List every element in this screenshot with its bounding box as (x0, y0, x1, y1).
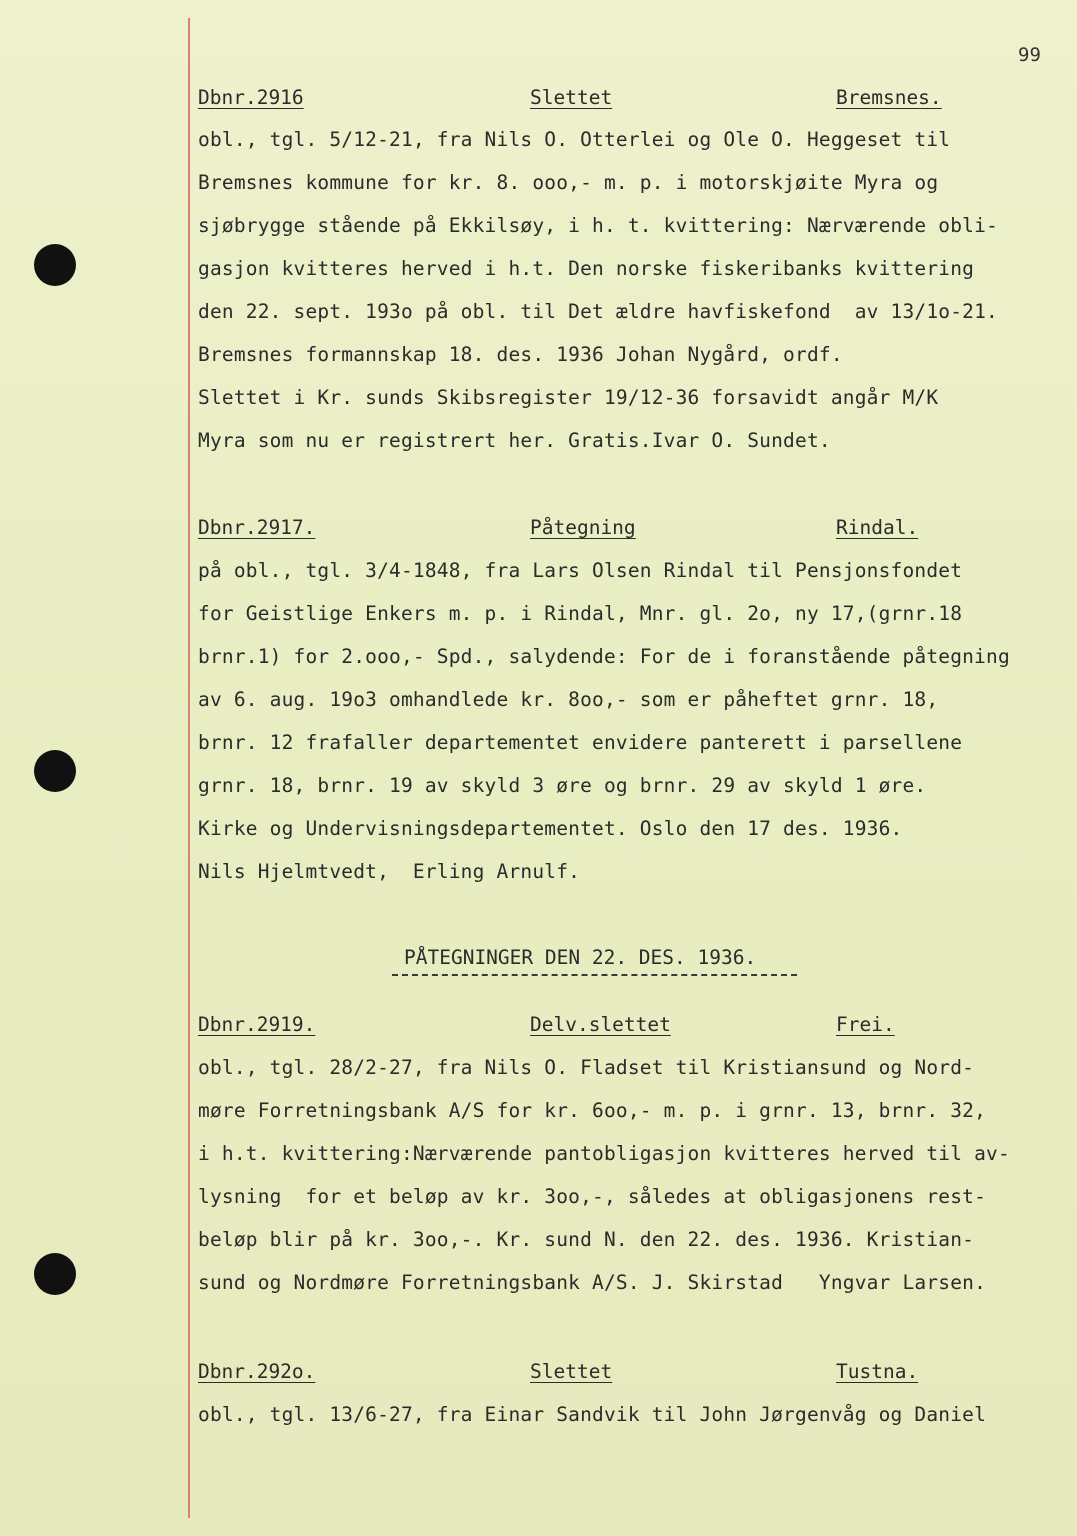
entry-3-line: møre Forretningsbank A/S for kr. 6oo,- m. p. i grnr. 13, brnr. 32, (198, 1099, 987, 1122)
entry-1-line: Bremsnes kommune for kr. 8. ooo,- m. p. i motorskjøite Myra og (198, 171, 939, 194)
entry-1-type: Slettet (530, 86, 613, 109)
entry-3-line: beløp blir på kr. 3oo,-. Kr. sund N. den 22. des. 1936. Kristian- (198, 1228, 975, 1251)
entry-3-type: Delv.slettet (530, 1013, 671, 1036)
entry-3-line: sund og Nordmøre Forretningsbank A/S. J. Skirstad Yngvar Larsen. (198, 1271, 987, 1294)
entry-4-line: obl., tgl. 13/6-27, fra Einar Sandvik til John Jørgenvåg og Daniel (198, 1403, 987, 1426)
entry-3-line: lysning for et beløp av kr. 3oo,-, således at obligasjonens rest- (198, 1185, 987, 1208)
entry-3-line: i h.t. kvittering:Nærværende pantobligasjon kvitteres herved til av- (198, 1142, 1010, 1165)
entry-1-line: Myra som nu er registrert her. Gratis.Ivar O. Sundet. (198, 429, 831, 452)
entry-1-line: Bremsnes formannskap 18. des. 1936 Johan Nygård, ordf. (198, 343, 843, 366)
entry-1-place: Bremsnes. (836, 86, 942, 109)
entry-2-line: grnr. 18, brnr. 19 av skyld 3 øre og brnr. 29 av skyld 1 øre. (198, 774, 927, 797)
entry-1-dbnr: Dbnr.2916 (198, 86, 304, 109)
entry-1-line: Slettet i Kr. sunds Skibsregister 19/12-36 forsavidt angår M/K (198, 386, 939, 409)
entry-2-dbnr: Dbnr.2917. (198, 516, 316, 539)
entry-2-line: av 6. aug. 19o3 omhandlede kr. 8oo,- som er påheftet grnr. 18, (198, 688, 939, 711)
entry-4-type: Slettet (530, 1360, 613, 1383)
entry-3-dbnr: Dbnr.2919. (198, 1013, 316, 1036)
entry-1-line: sjøbrygge stående på Ekkilsøy, i h. t. kvittering: Nærværende obli- (198, 214, 998, 237)
entry-2-line: brnr. 12 frafaller departementet envidere panterett i parsellene (198, 731, 963, 754)
binder-hole-bottom (34, 1253, 76, 1295)
entry-2-type: Påtegning (530, 516, 636, 539)
entry-4-dbnr: Dbnr.292o. (198, 1360, 316, 1383)
entry-2-line: Kirke og Undervisningsdepartementet. Oslo den 17 des. 1936. (198, 817, 903, 840)
binder-hole-middle (34, 750, 76, 792)
binder-hole-top (34, 244, 76, 286)
entry-1-line: obl., tgl. 5/12-21, fra Nils O. Otterlei og Ole O. Heggeset til (198, 128, 951, 151)
page-number: 99 (1018, 44, 1041, 66)
entry-3-line: obl., tgl. 28/2-27, fra Nils O. Fladset til Kristiansund og Nord- (198, 1056, 975, 1079)
entry-2-place: Rindal. (836, 516, 919, 539)
entry-4-place: Tustna. (836, 1360, 919, 1383)
entry-2-line: brnr.1) for 2.ooo,- Spd., salydende: For de i foranstående påtegning (198, 645, 1010, 668)
entry-1-line: gasjon kvitteres herved i h.t. Den norske fiskeribanks kvittering (198, 257, 975, 280)
entry-2-line: for Geistlige Enkers m. p. i Rindal, Mnr. gl. 2o, ny 17,(grnr.18 (198, 602, 963, 625)
entry-3-place: Frei. (836, 1013, 895, 1036)
entry-1-line: den 22. sept. 193o på obl. til Det ældre havfiskefond av 13/1o-21. (198, 300, 998, 323)
entry-2-line: Nils Hjelmtvedt, Erling Arnulf. (198, 860, 581, 883)
heading-dashed-rule (392, 974, 797, 976)
entry-2-line: på obl., tgl. 3/4-1848, fra Lars Olsen Rindal til Pensjonsfondet (198, 559, 963, 582)
section-heading: PÅTEGNINGER DEN 22. DES. 1936. (404, 946, 757, 969)
margin-rule (188, 18, 190, 1518)
